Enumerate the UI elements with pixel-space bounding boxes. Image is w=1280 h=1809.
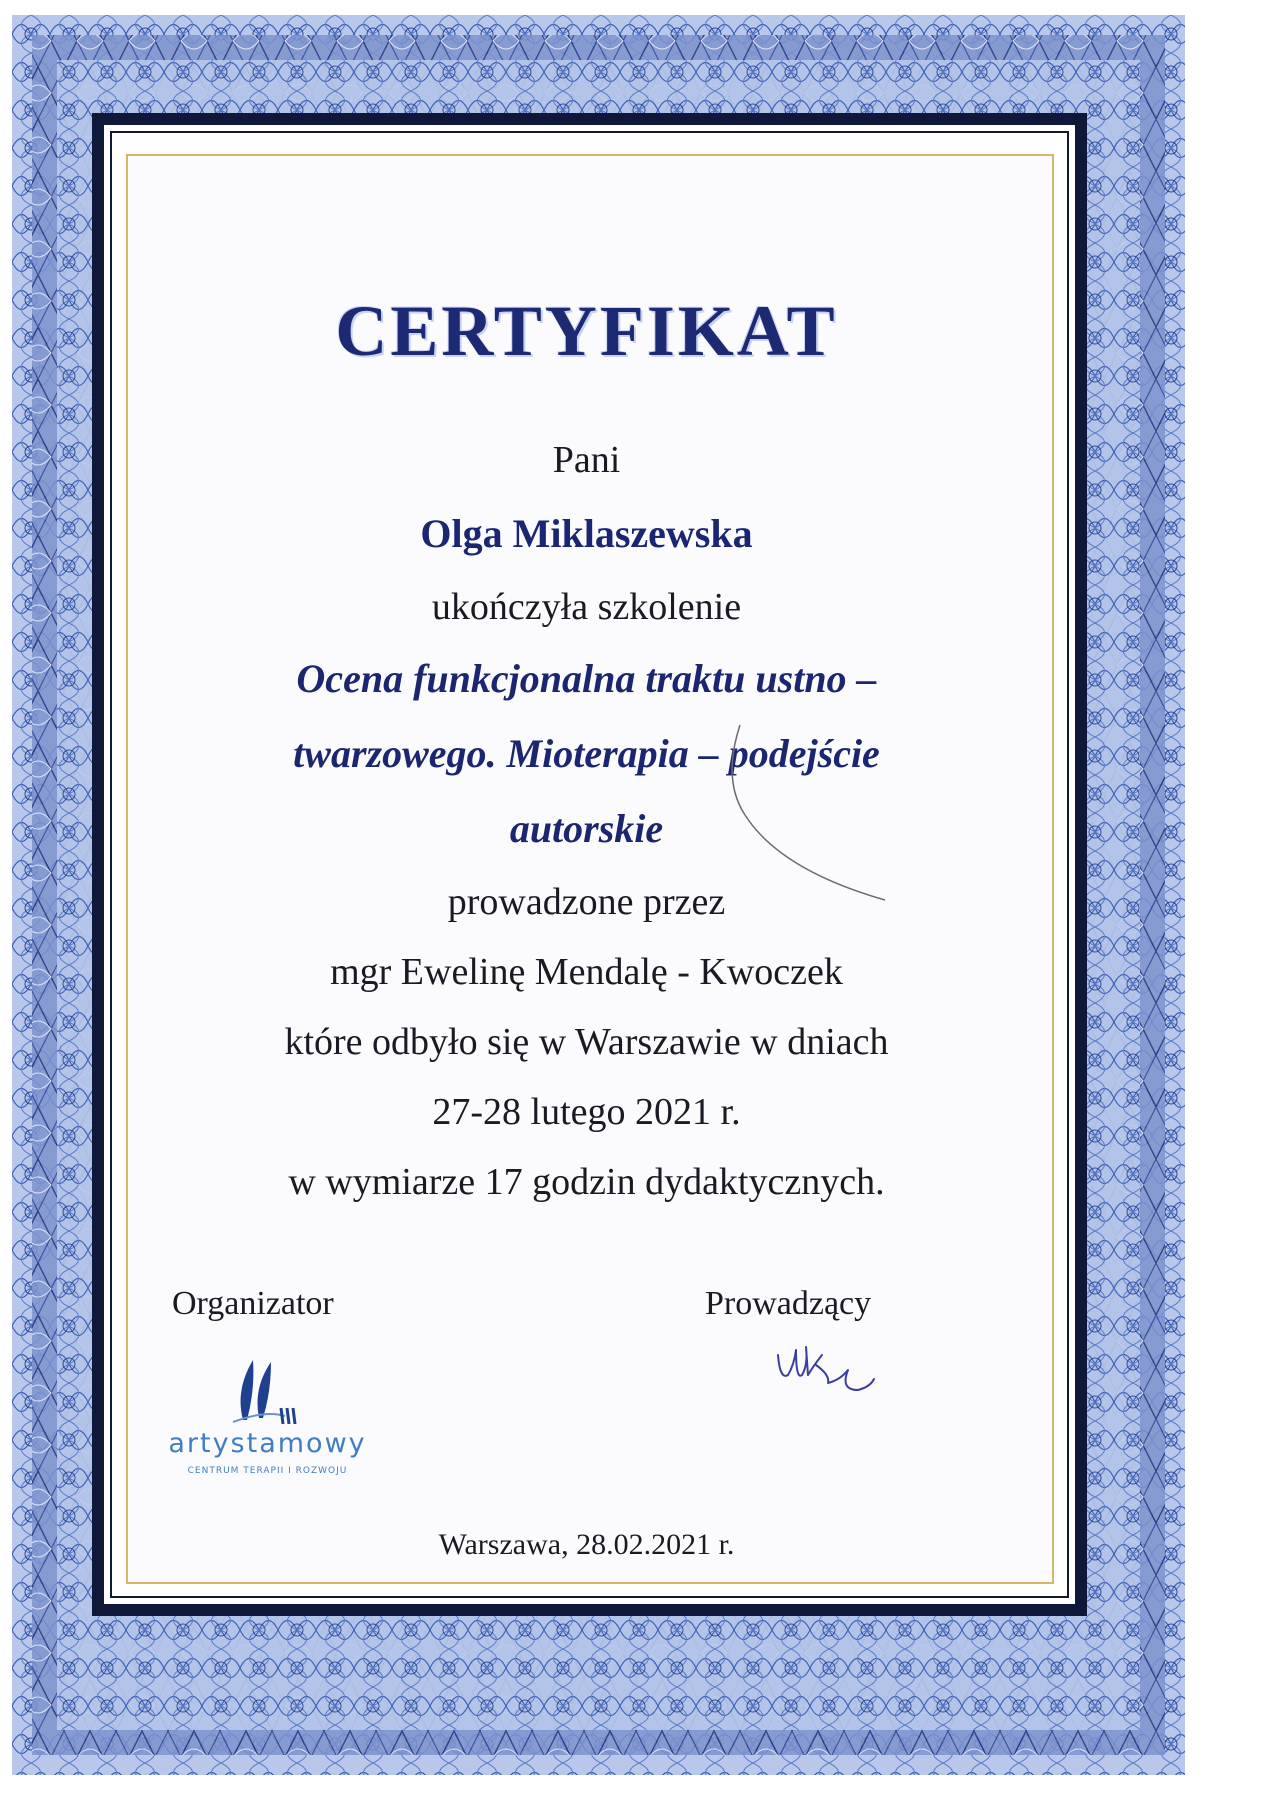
held-text: które odbyło się w Warszawie w dniach — [284, 1021, 889, 1063]
organizer-logo-tagline: CENTRUM TERAPII I ROZWOJU — [187, 1466, 348, 1476]
course-hours: w wymiarze 17 godzin dydaktycznych. — [288, 1161, 885, 1203]
honorific: Pani — [552, 439, 621, 481]
place-and-date: Warszawa, 28.02.2021 r. — [438, 1528, 735, 1561]
course-title-line: autorskie — [509, 806, 664, 851]
organizer-logo-name: artystamowy — [168, 1428, 367, 1459]
certificate-title: CERTYFIKAT — [335, 291, 838, 371]
feather-brush-logo-icon — [225, 1350, 315, 1430]
leader-label: Prowadzący — [705, 1285, 872, 1322]
given-by-text: prowadzone przez — [447, 881, 726, 923]
handwritten-signature-icon — [770, 1335, 880, 1405]
course-dates: 27-28 lutego 2021 r. — [432, 1091, 741, 1133]
course-title-line: twarzowego. Mioterapia – podejście — [293, 731, 880, 776]
organizer-label: Organizator — [172, 1285, 334, 1322]
course-title-line: Ocena funkcjonalna traktu ustno – — [296, 656, 877, 701]
completed-text: ukończyła szkolenie — [431, 586, 742, 628]
trainer-name: mgr Ewelinę Mendalę - Kwoczek — [330, 951, 843, 993]
pen-mark — [720, 720, 890, 910]
recipient-name: Olga Miklaszewska — [420, 511, 753, 556]
